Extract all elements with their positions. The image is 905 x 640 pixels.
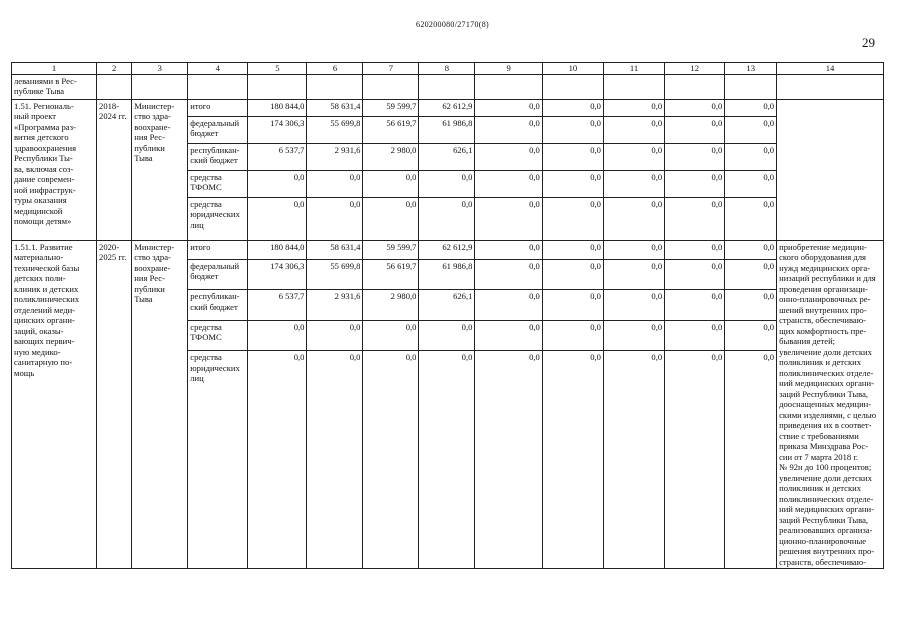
amount-cell: 0,0 [665,240,725,259]
amount-cell: 0,0 [542,240,603,259]
column-number: 1 [12,63,97,75]
amount-cell: 61 986,8 [419,259,475,289]
funding-source: федеральный бюджет [188,116,248,143]
amount-cell: 180 844,0 [248,99,307,116]
amount-cell: 0,0 [603,116,664,143]
continuation-row [12,74,884,99]
amount-cell: 0,0 [475,351,542,569]
column-number: 13 [725,63,777,75]
amount-cell: 0,0 [542,143,603,170]
page-number: 29 [862,35,875,50]
amount-cell: 174 306,3 [248,259,307,289]
amount-cell: 2 980,0 [363,143,419,170]
amount-cell: 0,0 [603,320,664,350]
amount-cell: 0,0 [665,259,725,289]
amount-cell: 0,0 [725,99,777,116]
column-number: 6 [307,63,363,75]
amount-cell: 0,0 [307,320,363,350]
amount-cell: 0,0 [248,351,307,569]
column-number: 2 [97,63,132,75]
amount-cell: 180 844,0 [248,240,307,259]
amount-cell: 0,0 [665,99,725,116]
amount-cell: 0,0 [475,240,542,259]
amount-cell: 0,0 [542,351,603,569]
column-number: 8 [419,63,475,75]
funding-source: средства юридических лиц [188,197,248,240]
amount-cell: 0,0 [363,170,419,197]
amount-cell: 59 599,7 [363,99,419,116]
period-years: 2020- 2025 гг. [97,240,132,569]
amount-cell: 0,0 [725,170,777,197]
amount-cell: 0,0 [542,116,603,143]
table-row [12,99,884,116]
amount-cell: 626,1 [419,143,475,170]
amount-cell: 0,0 [542,320,603,350]
period-years: 2018- 2024 гг. [97,99,132,240]
amount-cell: 0,0 [603,170,664,197]
amount-cell: 626,1 [419,290,475,320]
amount-cell: 0,0 [475,170,542,197]
amount-cell: 0,0 [542,197,603,240]
amount-cell: 2 980,0 [363,290,419,320]
amount-cell: 0,0 [665,143,725,170]
continuation-text: леваниями в Рес- публике Тыва [12,74,97,99]
amount-cell: 0,0 [603,290,664,320]
amount-cell: 0,0 [603,259,664,289]
funding-source: средства ТФОМС [188,170,248,197]
amount-cell: 0,0 [363,351,419,569]
column-number: 11 [603,63,664,75]
amount-cell: 0,0 [475,290,542,320]
amount-cell: 0,0 [665,170,725,197]
column-number: 7 [363,63,419,75]
amount-cell: 0,0 [542,170,603,197]
amount-cell: 0,0 [248,320,307,350]
amount-cell: 0,0 [475,116,542,143]
column-number: 3 [132,63,188,75]
funding-source: республикан- ский бюджет [188,143,248,170]
measure-name: 1.51. Региональ- ный проект «Программа раз- вития детского здравоохранения Республики Ты- ва, включая соз- дание современ- ной инфраструк- туры оказания медицинской помощи детям» [12,99,97,240]
amount-cell: 0,0 [419,197,475,240]
amount-cell: 0,0 [542,99,603,116]
amount-cell: 0,0 [419,170,475,197]
amount-cell: 0,0 [475,197,542,240]
amount-cell: 0,0 [665,197,725,240]
amount-cell: 0,0 [248,197,307,240]
document-code: 620200080/27170(8) [416,20,489,29]
amount-cell: 0,0 [725,240,777,259]
amount-cell: 0,0 [725,197,777,240]
funding-source: итого [188,240,248,259]
amount-cell: 0,0 [603,240,664,259]
expected-result [777,99,884,240]
amount-cell: 0,0 [542,259,603,289]
amount-cell: 0,0 [603,99,664,116]
amount-cell: 0,0 [603,351,664,569]
column-number: 9 [475,63,542,75]
amount-cell: 61 986,8 [419,116,475,143]
column-number: 14 [777,63,884,75]
amount-cell: 0,0 [307,197,363,240]
amount-cell: 0,0 [665,116,725,143]
amount-cell: 6 537,7 [248,290,307,320]
amount-cell: 0,0 [248,170,307,197]
amount-cell: 59 599,7 [363,240,419,259]
column-number: 5 [248,63,307,75]
funding-source: итого [188,99,248,116]
amount-cell: 0,0 [475,99,542,116]
amount-cell: 0,0 [665,290,725,320]
amount-cell: 58 631,4 [307,99,363,116]
table-row [12,240,884,259]
amount-cell: 55 699,8 [307,116,363,143]
column-number: 4 [188,63,248,75]
amount-cell: 55 699,8 [307,259,363,289]
executor: Министер- ство здра- воохране- ния Рес- публики Тыва [132,99,188,240]
funding-source: средства ТФОМС [188,320,248,350]
funding-source: средства юридических лиц [188,351,248,569]
funding-source: республикан- ский бюджет [188,290,248,320]
amount-cell: 0,0 [419,351,475,569]
measure-name: 1.51.1. Развитие материально- технической базы детских поли- клиник и детских поликлинических отделений меди- цинских органи- заций, оказы- вающих первич- ную медико- санитарную по- мощь [12,240,97,569]
amount-cell: 0,0 [307,351,363,569]
amount-cell: 0,0 [665,320,725,350]
column-number: 12 [665,63,725,75]
funding-source: федеральный бюджет [188,259,248,289]
executor: Министер- ство здра- воохране- ния Рес- публики Тыва [132,240,188,569]
amount-cell: 174 306,3 [248,116,307,143]
amount-cell: 2 931,6 [307,143,363,170]
amount-cell: 0,0 [542,290,603,320]
amount-cell: 0,0 [725,259,777,289]
amount-cell: 0,0 [725,143,777,170]
amount-cell: 0,0 [725,290,777,320]
amount-cell: 0,0 [603,197,664,240]
column-number: 10 [542,63,603,75]
amount-cell: 0,0 [363,320,419,350]
amount-cell: 0,0 [603,143,664,170]
amount-cell: 0,0 [363,197,419,240]
budget-table [11,62,884,569]
amount-cell: 0,0 [725,320,777,350]
amount-cell: 0,0 [475,320,542,350]
amount-cell: 0,0 [725,116,777,143]
amount-cell: 0,0 [665,351,725,569]
amount-cell: 0,0 [307,170,363,197]
expected-result: приобретение медицин- ского оборудования для нужд медицинских орга- низаций республики и для проведения организаци- онно-планировочных ре- шений внутренних про- странств, обеспечиваю- щих комфортность пре- бывания детей; увеличение доли детских поликлиник и детских поликлинических отделе- ний медицинских органи- заций Республики Тыва, дооснащенных медицин- скими изделиями, с целью приведения их в соответ- ствие с требованиями приказа Минздрава Рос- сии от 7 марта 2018 г. № 92н до 100 процентов; увеличение доли детских поликлиник и детских поликлинических отделе- ний медицинских органи- заций Республики Тыва, реализовавших организа- ционно-планировочные решения внутренних про- странств, обеспечиваю- [777,240,884,569]
amount-cell: 6 537,7 [248,143,307,170]
amount-cell: 0,0 [725,351,777,569]
amount-cell: 0,0 [475,259,542,289]
amount-cell: 0,0 [419,320,475,350]
amount-cell: 62 612,9 [419,240,475,259]
amount-cell: 56 619,7 [363,116,419,143]
amount-cell: 58 631,4 [307,240,363,259]
amount-cell: 2 931,6 [307,290,363,320]
amount-cell: 56 619,7 [363,259,419,289]
amount-cell: 0,0 [475,143,542,170]
column-number-row [12,63,884,75]
amount-cell: 62 612,9 [419,99,475,116]
